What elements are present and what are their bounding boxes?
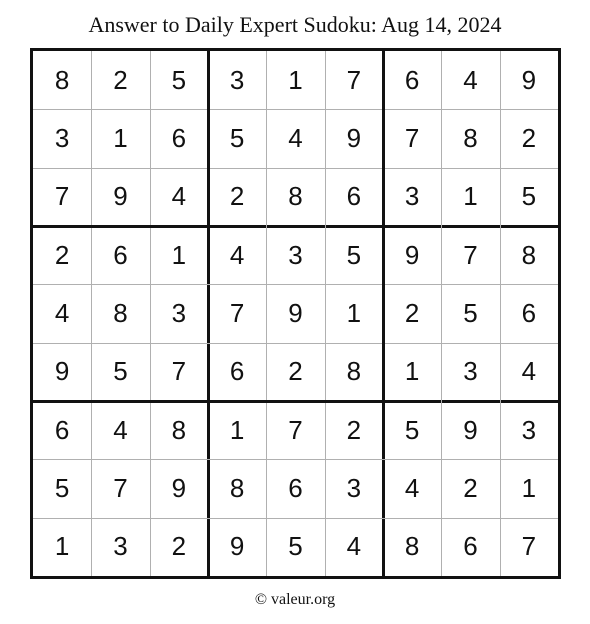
sudoku-cell: 1 xyxy=(346,297,362,328)
sudoku-cell: 5 xyxy=(404,414,420,445)
sudoku-cell: 4 xyxy=(288,122,303,153)
sudoku-cell: 4 xyxy=(54,297,70,328)
sudoku-cell: 1 xyxy=(54,531,70,562)
sudoku-cell: 7 xyxy=(521,531,537,562)
page-title: Answer to Daily Expert Sudoku: Aug 14, 2024 xyxy=(88,12,502,37)
sudoku-cell: 7 xyxy=(54,181,70,212)
sudoku-cell: 4 xyxy=(113,414,128,445)
sudoku-cell: 5 xyxy=(463,297,478,328)
sudoku-cell: 1 xyxy=(463,181,478,212)
sudoku-cell: 3 xyxy=(404,181,420,212)
sudoku-cell: 2 xyxy=(229,181,245,212)
sudoku-cell: 9 xyxy=(113,181,128,212)
sudoku-cell: 6 xyxy=(54,414,70,445)
sudoku-cell: 8 xyxy=(229,472,245,503)
sudoku-cell: 3 xyxy=(288,239,303,270)
sudoku-cell: 9 xyxy=(288,297,303,328)
sudoku-cell: 8 xyxy=(113,297,128,328)
sudoku-cell: 1 xyxy=(404,356,420,387)
sudoku-cell: 6 xyxy=(346,181,362,212)
sudoku-cell: 5 xyxy=(521,181,537,212)
sudoku-cell: 6 xyxy=(288,472,303,503)
sudoku-cell: 2 xyxy=(54,239,70,270)
sudoku-cell: 8 xyxy=(404,531,420,562)
sudoku-cell: 8 xyxy=(171,414,187,445)
sudoku-cell: 6 xyxy=(463,531,478,562)
sudoku-cell: 8 xyxy=(346,356,362,387)
sudoku-cell: 9 xyxy=(521,64,537,95)
sudoku-cell: 4 xyxy=(229,239,245,270)
sudoku-cell: 7 xyxy=(463,239,478,270)
sudoku-cell: 6 xyxy=(229,356,245,387)
sudoku-cell: 8 xyxy=(521,239,537,270)
sudoku-board xyxy=(30,48,561,579)
sudoku-cell: 1 xyxy=(288,64,303,95)
sudoku-cell: 5 xyxy=(288,531,303,562)
sudoku-cell: 2 xyxy=(113,64,128,95)
sudoku-cell: 5 xyxy=(229,122,245,153)
copyright-footer: © valeur.org xyxy=(254,591,336,608)
sudoku-cell: 6 xyxy=(404,64,420,95)
sudoku-cell: 5 xyxy=(346,239,362,270)
sudoku-cell: 1 xyxy=(171,239,187,270)
sudoku-cell: 7 xyxy=(288,414,303,445)
sudoku-cell: 2 xyxy=(171,531,187,562)
sudoku-cell: 8 xyxy=(288,181,303,212)
sudoku-cell: 5 xyxy=(54,472,70,503)
sudoku-cell: 2 xyxy=(346,414,362,445)
sudoku-cell: 6 xyxy=(113,239,128,270)
sudoku-cell: 8 xyxy=(463,122,478,153)
sudoku-cell: 4 xyxy=(171,181,187,212)
sudoku-cell: 4 xyxy=(521,356,537,387)
sudoku-cell: 6 xyxy=(171,122,187,153)
sudoku-cell: 3 xyxy=(521,414,537,445)
sudoku-cell: 1 xyxy=(113,122,128,153)
sudoku-cell: 9 xyxy=(346,122,362,153)
sudoku-cell: 9 xyxy=(404,239,420,270)
sudoku-grid xyxy=(33,51,558,576)
sudoku-cell: 1 xyxy=(521,472,537,503)
sudoku-cell: 4 xyxy=(463,64,478,95)
sudoku-cell: 2 xyxy=(521,122,537,153)
sudoku-cell: 3 xyxy=(54,122,70,153)
sudoku-cell: 7 xyxy=(346,64,362,95)
sudoku-cell: 6 xyxy=(521,297,537,328)
sudoku-cell: 2 xyxy=(404,297,420,328)
sudoku-cell: 9 xyxy=(229,531,245,562)
sudoku-cell: 3 xyxy=(463,356,478,387)
sudoku-cell: 7 xyxy=(229,297,245,328)
sudoku-cell: 2 xyxy=(463,472,478,503)
sudoku-cell: 5 xyxy=(113,356,128,387)
sudoku-cell: 8 xyxy=(54,64,70,95)
sudoku-cell: 4 xyxy=(346,531,362,562)
sudoku-cell: 3 xyxy=(346,472,362,503)
sudoku-cell: 9 xyxy=(463,414,478,445)
sudoku-cell: 3 xyxy=(113,531,128,562)
sudoku-cell: 5 xyxy=(171,64,187,95)
sudoku-cell: 9 xyxy=(54,356,70,387)
sudoku-cell: 7 xyxy=(171,356,187,387)
sudoku-cell: 7 xyxy=(113,472,128,503)
sudoku-cell: 1 xyxy=(229,414,245,445)
sudoku-cell: 9 xyxy=(171,472,187,503)
sudoku-cell: 2 xyxy=(288,356,303,387)
sudoku-cell: 7 xyxy=(404,122,420,153)
sudoku-cell: 3 xyxy=(229,64,245,95)
sudoku-cell: 3 xyxy=(171,297,187,328)
sudoku-cell: 4 xyxy=(404,472,420,503)
